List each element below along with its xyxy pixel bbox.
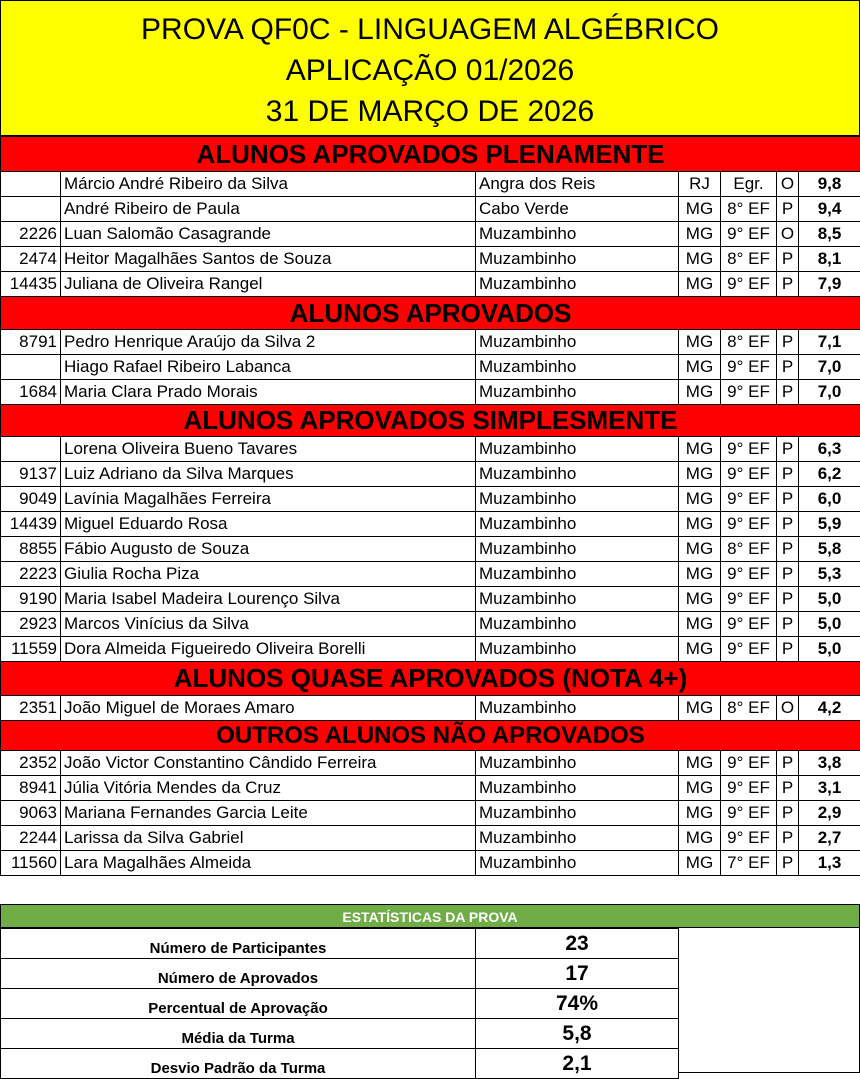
student-code: 8791	[1, 330, 61, 355]
student-grade: 5,0	[799, 587, 860, 612]
student-row	[1, 487, 860, 512]
student-series: 9° EF	[721, 751, 777, 776]
student-type: P	[777, 487, 799, 512]
student-city: Muzambinho	[476, 380, 679, 405]
student-row	[1, 380, 860, 405]
student-grade: 9,4	[799, 197, 860, 222]
student-name: Heitor Magalhães Santos de Souza	[61, 247, 476, 272]
student-city: Muzambinho	[476, 776, 679, 801]
student-row	[1, 637, 860, 662]
student-name: Maria Clara Prado Morais	[61, 380, 476, 405]
student-code: 8855	[1, 537, 61, 562]
student-code	[1, 437, 61, 462]
stats-value: 74%	[476, 989, 679, 1019]
student-grade: 2,9	[799, 801, 860, 826]
student-type: O	[777, 222, 799, 247]
student-code: 9137	[1, 462, 61, 487]
student-grade: 3,1	[799, 776, 860, 801]
student-code: 2351	[1, 696, 61, 721]
student-row	[1, 696, 860, 721]
student-state: MG	[679, 696, 721, 721]
student-series: 9° EF	[721, 512, 777, 537]
student-city: Muzambinho	[476, 562, 679, 587]
student-name: Larissa da Silva Gabriel	[61, 826, 476, 851]
exam-application: APLICAÇÃO 01/2026	[1, 50, 859, 91]
student-row	[1, 355, 860, 380]
student-grade: 9,8	[799, 172, 860, 197]
student-grade: 1,3	[799, 851, 860, 876]
student-series: 9° EF	[721, 612, 777, 637]
student-type: P	[777, 355, 799, 380]
section-header-row	[1, 405, 860, 437]
student-state: MG	[679, 355, 721, 380]
student-city: Muzambinho	[476, 355, 679, 380]
student-series: 9° EF	[721, 826, 777, 851]
student-state: MG	[679, 751, 721, 776]
student-series: 9° EF	[721, 380, 777, 405]
student-type: P	[777, 247, 799, 272]
stats-value: 2,1	[476, 1049, 679, 1079]
student-row	[1, 587, 860, 612]
student-city: Muzambinho	[476, 437, 679, 462]
student-series: 9° EF	[721, 562, 777, 587]
student-state: MG	[679, 247, 721, 272]
stats-table	[0, 928, 679, 1079]
student-type: P	[777, 512, 799, 537]
student-name: Fábio Augusto de Souza	[61, 537, 476, 562]
section-header-row	[1, 662, 860, 696]
student-type: P	[777, 380, 799, 405]
stats-value: 5,8	[476, 1019, 679, 1049]
student-state: MG	[679, 197, 721, 222]
student-name: Pedro Henrique Araújo da Silva 2	[61, 330, 476, 355]
student-name: Dora Almeida Figueiredo Oliveira Borelli	[61, 637, 476, 662]
student-code: 11560	[1, 851, 61, 876]
section-title: ALUNOS APROVADOS PLENAMENTE	[1, 137, 860, 172]
student-name: João Victor Constantino Cândido Ferreira	[61, 751, 476, 776]
student-city: Muzambinho	[476, 247, 679, 272]
student-state: MG	[679, 512, 721, 537]
student-code: 2474	[1, 247, 61, 272]
student-state: MG	[679, 851, 721, 876]
student-type: P	[777, 801, 799, 826]
student-code: 9049	[1, 487, 61, 512]
stats-label: Média da Turma	[1, 1019, 476, 1049]
student-row	[1, 247, 860, 272]
student-series: 9° EF	[721, 222, 777, 247]
student-type: P	[777, 462, 799, 487]
student-row	[1, 272, 860, 297]
student-city: Muzambinho	[476, 462, 679, 487]
student-name: Marcos Vinícius da Silva	[61, 612, 476, 637]
student-name: Lavínia Magalhães Ferreira	[61, 487, 476, 512]
student-series: 9° EF	[721, 437, 777, 462]
student-state: MG	[679, 801, 721, 826]
student-name: Miguel Eduardo Rosa	[61, 512, 476, 537]
section-title: ALUNOS APROVADOS SIMPLESMENTE	[1, 405, 860, 437]
student-type: P	[777, 562, 799, 587]
student-city: Muzambinho	[476, 222, 679, 247]
student-type: P	[777, 637, 799, 662]
student-state: MG	[679, 222, 721, 247]
student-type: P	[777, 776, 799, 801]
student-name: João Miguel de Moraes Amaro	[61, 696, 476, 721]
student-series: 8° EF	[721, 197, 777, 222]
student-grade: 7,1	[799, 330, 860, 355]
student-type: P	[777, 826, 799, 851]
student-city: Muzambinho	[476, 512, 679, 537]
student-grade: 7,9	[799, 272, 860, 297]
student-state: MG	[679, 462, 721, 487]
student-type: O	[777, 696, 799, 721]
student-series: 9° EF	[721, 776, 777, 801]
section-title: ALUNOS APROVADOS	[1, 297, 860, 330]
student-grade: 7,0	[799, 355, 860, 380]
student-code	[1, 355, 61, 380]
section-header-row	[1, 297, 860, 330]
student-grade: 6,3	[799, 437, 860, 462]
student-code: 9063	[1, 801, 61, 826]
student-row	[1, 537, 860, 562]
student-row	[1, 751, 860, 776]
student-series: 9° EF	[721, 587, 777, 612]
stats-label: Número de Participantes	[1, 929, 476, 959]
student-series: 9° EF	[721, 355, 777, 380]
student-row	[1, 462, 860, 487]
student-row	[1, 437, 860, 462]
student-code: 2923	[1, 612, 61, 637]
student-series: Egr.	[721, 172, 777, 197]
student-name: Mariana Fernandes Garcia Leite	[61, 801, 476, 826]
student-state: MG	[679, 612, 721, 637]
student-name: Hiago Rafael Ribeiro Labanca	[61, 355, 476, 380]
student-city: Muzambinho	[476, 751, 679, 776]
student-type: P	[777, 197, 799, 222]
student-code: 9190	[1, 587, 61, 612]
section-header-row	[1, 721, 860, 751]
student-city: Muzambinho	[476, 801, 679, 826]
student-state: MG	[679, 437, 721, 462]
student-series: 9° EF	[721, 487, 777, 512]
student-name: Luan Salomão Casagrande	[61, 222, 476, 247]
student-series: 9° EF	[721, 637, 777, 662]
student-state: MG	[679, 330, 721, 355]
stats-label: Número de Aprovados	[1, 959, 476, 989]
student-series: 8° EF	[721, 330, 777, 355]
student-state: MG	[679, 562, 721, 587]
student-city: Muzambinho	[476, 272, 679, 297]
student-code: 2223	[1, 562, 61, 587]
section-header-row	[1, 137, 860, 172]
student-name: Maria Isabel Madeira Lourenço Silva	[61, 587, 476, 612]
stats-row	[1, 1049, 679, 1079]
student-grade: 8,5	[799, 222, 860, 247]
student-city: Muzambinho	[476, 637, 679, 662]
student-row	[1, 330, 860, 355]
student-code: 2244	[1, 826, 61, 851]
student-code	[1, 172, 61, 197]
student-code: 11559	[1, 637, 61, 662]
student-type: P	[777, 751, 799, 776]
stats-value: 23	[476, 929, 679, 959]
stats-label: Desvio Padrão da Turma	[1, 1049, 476, 1079]
student-series: 9° EF	[721, 801, 777, 826]
student-series: 8° EF	[721, 247, 777, 272]
results-table	[0, 136, 860, 876]
stats-empty-area	[678, 928, 860, 1073]
student-city: Muzambinho	[476, 612, 679, 637]
student-city: Muzambinho	[476, 826, 679, 851]
student-name: Giulia Rocha Piza	[61, 562, 476, 587]
student-row	[1, 776, 860, 801]
student-code: 14435	[1, 272, 61, 297]
student-type: O	[777, 172, 799, 197]
student-state: MG	[679, 826, 721, 851]
stats-header: ESTATÍSTICAS DA PROVA	[0, 904, 860, 928]
student-row	[1, 512, 860, 537]
student-grade: 3,8	[799, 751, 860, 776]
stats-value: 17	[476, 959, 679, 989]
student-grade: 4,2	[799, 696, 860, 721]
student-code: 14439	[1, 512, 61, 537]
student-state: RJ	[679, 172, 721, 197]
student-grade: 5,3	[799, 562, 860, 587]
student-grade: 7,0	[799, 380, 860, 405]
exam-title: PROVA QF0C - LINGUAGEM ALGÉBRICO	[1, 9, 859, 50]
student-name: Juliana de Oliveira Rangel	[61, 272, 476, 297]
student-code: 2226	[1, 222, 61, 247]
student-city: Angra dos Reis	[476, 172, 679, 197]
student-row	[1, 197, 860, 222]
student-type: P	[777, 272, 799, 297]
student-row	[1, 612, 860, 637]
student-series: 8° EF	[721, 537, 777, 562]
student-grade: 2,7	[799, 826, 860, 851]
student-grade: 8,1	[799, 247, 860, 272]
exam-date: 31 DE MARÇO DE 2026	[1, 91, 859, 132]
student-grade: 5,9	[799, 512, 860, 537]
stats-row	[1, 929, 679, 959]
student-city: Muzambinho	[476, 487, 679, 512]
student-series: 8° EF	[721, 696, 777, 721]
student-series: 7° EF	[721, 851, 777, 876]
student-state: MG	[679, 537, 721, 562]
student-city: Muzambinho	[476, 696, 679, 721]
student-row	[1, 562, 860, 587]
student-type: P	[777, 612, 799, 637]
student-type: P	[777, 437, 799, 462]
stats-row	[1, 959, 679, 989]
student-state: MG	[679, 637, 721, 662]
stats-row	[1, 989, 679, 1019]
student-grade: 6,0	[799, 487, 860, 512]
page-title-block	[0, 0, 860, 136]
student-row	[1, 801, 860, 826]
student-row	[1, 172, 860, 197]
stats-row	[1, 1019, 679, 1049]
student-name: Lorena Oliveira Bueno Tavares	[61, 437, 476, 462]
student-city: Muzambinho	[476, 330, 679, 355]
student-name: André Ribeiro de Paula	[61, 197, 476, 222]
student-grade: 5,8	[799, 537, 860, 562]
student-city: Muzambinho	[476, 587, 679, 612]
student-grade: 6,2	[799, 462, 860, 487]
student-state: MG	[679, 487, 721, 512]
student-row	[1, 851, 860, 876]
student-code: 8941	[1, 776, 61, 801]
student-type: P	[777, 851, 799, 876]
student-code: 1684	[1, 380, 61, 405]
student-name: Márcio André Ribeiro da Silva	[61, 172, 476, 197]
student-type: P	[777, 587, 799, 612]
section-title: ALUNOS QUASE APROVADOS (NOTA 4+)	[1, 662, 860, 696]
student-type: P	[777, 330, 799, 355]
student-name: Luiz Adriano da Silva Marques	[61, 462, 476, 487]
section-title: OUTROS ALUNOS NÃO APROVADOS	[1, 721, 860, 751]
stats-label: Percentual de Aprovação	[1, 989, 476, 1019]
student-city: Cabo Verde	[476, 197, 679, 222]
student-state: MG	[679, 587, 721, 612]
student-row	[1, 222, 860, 247]
student-row	[1, 826, 860, 851]
student-series: 9° EF	[721, 462, 777, 487]
student-grade: 5,0	[799, 612, 860, 637]
student-city: Muzambinho	[476, 851, 679, 876]
student-name: Lara Magalhães Almeida	[61, 851, 476, 876]
student-code	[1, 197, 61, 222]
student-state: MG	[679, 380, 721, 405]
student-state: MG	[679, 272, 721, 297]
student-grade: 5,0	[799, 637, 860, 662]
student-code: 2352	[1, 751, 61, 776]
student-city: Muzambinho	[476, 537, 679, 562]
student-name: Júlia Vitória Mendes da Cruz	[61, 776, 476, 801]
student-series: 9° EF	[721, 272, 777, 297]
student-state: MG	[679, 776, 721, 801]
student-type: P	[777, 537, 799, 562]
